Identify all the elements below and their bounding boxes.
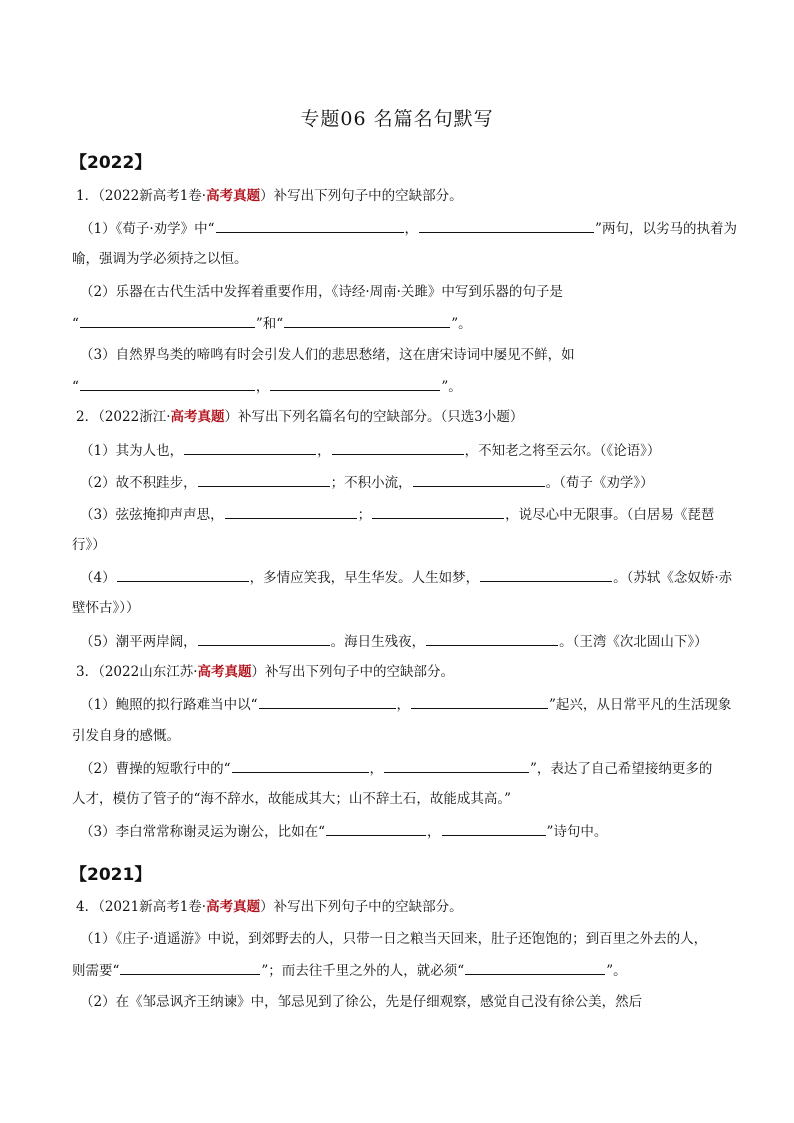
answer-blank[interactable] — [184, 440, 316, 455]
question-2 — [76, 407, 726, 427]
question-number: 2．（2022浙江· — [76, 409, 171, 425]
text: 。（荀子《劝学》） — [545, 475, 654, 491]
answer-blank[interactable] — [198, 631, 330, 646]
item-3-1 — [80, 694, 730, 715]
question-1 — [76, 186, 726, 206]
year-heading-2022: 【2022】 — [70, 153, 152, 173]
source-tag: 高考真题 — [206, 899, 261, 915]
question-4 — [76, 897, 726, 917]
text: ， — [427, 824, 441, 840]
answer-blank[interactable] — [411, 694, 548, 709]
answer-blank[interactable] — [332, 440, 464, 455]
question-number: 1．（2022新高考1卷· — [76, 188, 207, 204]
item-2-4 — [80, 567, 733, 588]
text: （1）《荀子·劝学》中“ — [80, 221, 215, 237]
item-4-2: （2）在《邹忌讽齐王纳谏》中，邹忌见到了徐公，先是仔细观察，感觉自己没有徐公美，然后 — [80, 994, 643, 1010]
question-3 — [76, 662, 726, 682]
text: ”诗句中。 — [546, 824, 608, 840]
text: ， — [317, 443, 331, 459]
answer-blank[interactable] — [232, 758, 369, 773]
item-2-3 — [80, 504, 730, 525]
text: ，多情应笑我，早生华发。人生如梦， — [249, 570, 480, 586]
text: 。（王湾《次北固山下》） — [559, 634, 708, 650]
source-tag: 高考真题 — [197, 664, 252, 680]
answer-blank[interactable] — [225, 504, 357, 519]
item-4-1-cont — [72, 960, 722, 981]
answer-blank[interactable] — [270, 376, 440, 391]
item-1-3: （3）自然界鸟类的啼鸣有时会引发人们的悲思愁绪，这在唐宋诗词中屡见不鲜，如 — [80, 347, 575, 363]
item-2-2 — [80, 472, 730, 493]
item-4-1: （1）《庄子·逍遥游》中说，到郊野去的人，只带一日之粮当天回来，肚子还饱饱的；到百里之外去的人， — [80, 931, 708, 947]
answer-blank[interactable] — [216, 218, 404, 233]
question-number: 3．（2022山东江苏· — [76, 664, 198, 680]
answer-blank[interactable] — [372, 504, 504, 519]
text: ； — [357, 507, 372, 523]
text: （2）故不积跬步， — [80, 475, 197, 491]
item-1-1 — [80, 218, 737, 239]
text: ”，表达了自己希望接纳更多的 — [530, 761, 713, 777]
text: ”。 — [451, 316, 472, 332]
text: 则需要“ — [72, 963, 120, 979]
answer-blank[interactable] — [284, 313, 450, 328]
text: ；不积小流， — [330, 475, 412, 491]
answer-blank[interactable] — [426, 631, 558, 646]
question-instruction: ）补写出下列句子中的空缺部分。 — [251, 664, 454, 680]
item-1-2: （2）乐器在古代生活中发挥着重要作用，《诗经·周南·关雎》中写到乐器的句子是 — [80, 284, 563, 300]
page-title: 专题06 名篇名句默写 — [300, 108, 494, 130]
text: 。（苏轼《念奴娇·赤 — [613, 570, 733, 586]
answer-blank[interactable] — [465, 960, 605, 975]
question-instruction: ）补写出下列句子中的空缺部分。 — [260, 188, 463, 204]
text: ”和“ — [255, 316, 284, 332]
text: ”。 — [441, 379, 462, 395]
item-3-1-cont: 引发自身的感慨。 — [72, 728, 180, 744]
answer-blank[interactable] — [326, 821, 426, 836]
answer-blank[interactable] — [259, 694, 396, 709]
text: （1）鲍照的拟行路难当中以“ — [80, 697, 258, 713]
answer-blank[interactable] — [442, 821, 546, 836]
text: ，说尽心中无限事。（白居易《琵琶 — [505, 507, 715, 523]
item-3-2-cont: 人才，模仿了管子的“海不辞水，故能成其大；山不辞土石，故能成其高。” — [72, 791, 512, 807]
text: ”；而去往千里之外的人，就必须“ — [261, 963, 465, 979]
year-heading-2021: 【2021】 — [70, 865, 152, 885]
text: ，不知老之将至云尔。（《论语》） — [464, 443, 661, 459]
item-1-2-cont — [72, 313, 722, 334]
item-2-5 — [80, 631, 730, 652]
item-2-3-cont: 行》） — [72, 537, 106, 553]
text: ， — [369, 761, 383, 777]
answer-blank[interactable] — [117, 567, 249, 582]
item-1-3-cont — [72, 376, 722, 397]
question-instruction: ）补写出下列名篇名句的空缺部分。（只选3小题） — [224, 409, 524, 425]
text: ”两句，以劣马的执着为 — [595, 221, 737, 237]
answer-blank[interactable] — [480, 567, 612, 582]
text: （1）其为人也， — [80, 443, 184, 459]
answer-blank[interactable] — [413, 472, 545, 487]
text: （2）曹操的短歌行中的“ — [80, 761, 231, 777]
answer-blank[interactable] — [80, 313, 255, 328]
answer-blank[interactable] — [80, 376, 255, 391]
item-2-4-cont: 壁怀古》）） — [72, 600, 140, 616]
text: （3）弦弦掩抑声声思， — [80, 507, 224, 523]
question-instruction: ）补写出下列句子中的空缺部分。 — [260, 899, 463, 915]
text: （4） — [80, 570, 116, 586]
text: （5）潮平两岸阔， — [80, 634, 197, 650]
answer-blank[interactable] — [120, 960, 260, 975]
text: “ — [72, 316, 79, 332]
item-3-2 — [80, 758, 730, 779]
source-tag: 高考真题 — [170, 409, 225, 425]
text: ， — [404, 221, 419, 237]
question-number: 4．（2021新高考1卷· — [76, 899, 207, 915]
text: ”。 — [606, 963, 627, 979]
item-3-3 — [80, 821, 730, 842]
text: ， — [396, 697, 410, 713]
answer-blank[interactable] — [384, 758, 529, 773]
source-tag: 高考真题 — [206, 188, 261, 204]
text: “ — [72, 379, 79, 395]
item-2-1 — [80, 440, 730, 461]
answer-blank[interactable] — [198, 472, 330, 487]
text: 。海日生残夜， — [330, 634, 426, 650]
answer-blank[interactable] — [419, 218, 594, 233]
item-1-1-cont: 喻，强调为学必须持之以恒。 — [72, 251, 248, 267]
text: （3）李白常常称谢灵运为谢公，比如在“ — [80, 824, 325, 840]
text: ”起兴，从日常平凡的生活现象 — [549, 697, 732, 713]
text: ， — [255, 379, 270, 395]
